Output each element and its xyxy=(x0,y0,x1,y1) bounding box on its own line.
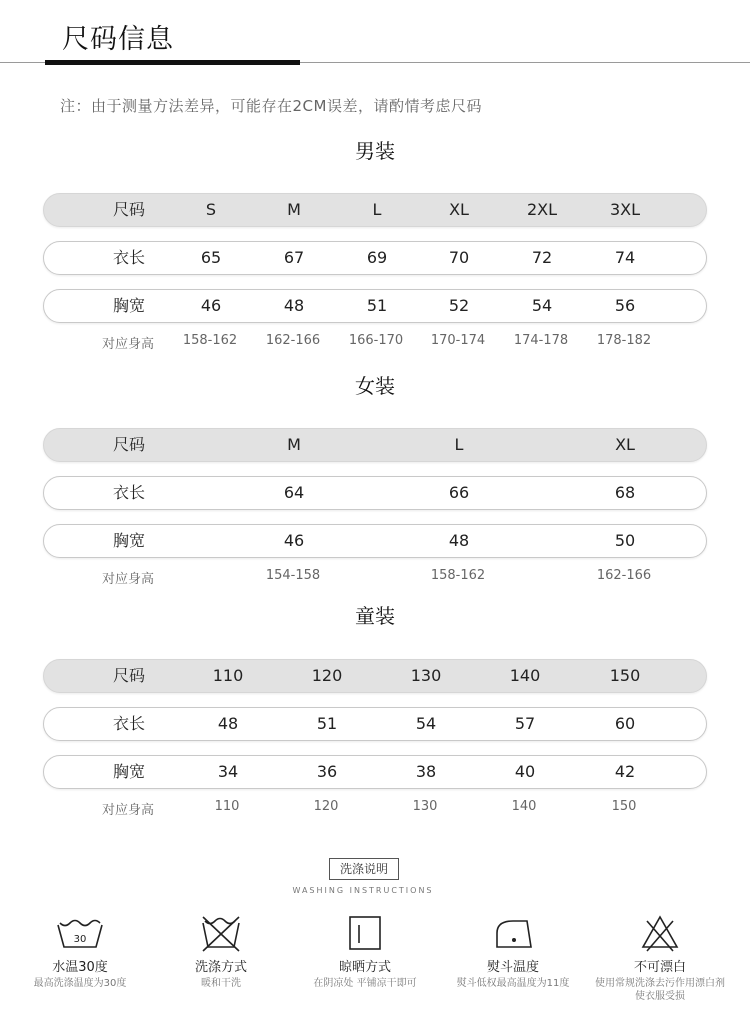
care-desc: 在阴凉处 平铺凉干即可 xyxy=(313,978,417,989)
care-title: 洗涤方式 xyxy=(194,960,247,975)
size-cell: 56 xyxy=(614,296,636,315)
size-cell: 66 xyxy=(448,483,470,502)
size-cell: 150 xyxy=(609,666,641,685)
row-label: 胸宽 xyxy=(112,762,145,781)
size-cell: 48 xyxy=(217,714,239,733)
wash-30-number: 30 xyxy=(73,934,87,945)
height-label: 对应身高 xyxy=(101,337,154,352)
size-cell: 72 xyxy=(531,248,553,267)
size-cell: 46 xyxy=(283,531,305,550)
no-bleach-icon xyxy=(630,913,690,953)
size-cell: 54 xyxy=(531,296,553,315)
size-header-row xyxy=(43,428,707,462)
height-cell: 140 xyxy=(511,799,537,814)
measurement-note: 注：由于测量方法差异，可能存在2CM误差，请酌情考虑尺码 xyxy=(60,97,482,115)
no-machine-wash-icon xyxy=(191,913,251,953)
size-cell: 74 xyxy=(614,248,636,267)
men-section-title: 男装 xyxy=(355,139,395,163)
size-cell: 38 xyxy=(415,762,437,781)
washing-sub-label: WASHING INSTRUCTIONS xyxy=(292,886,434,895)
care-title: 水温30度 xyxy=(52,960,108,975)
height-cell: 130 xyxy=(412,799,438,814)
size-row xyxy=(43,524,707,558)
height-label: 对应身高 xyxy=(101,572,154,587)
size-cell: 130 xyxy=(410,666,442,685)
wash-30-icon xyxy=(50,913,110,953)
size-cell: S xyxy=(205,200,217,219)
size-cell: 54 xyxy=(415,714,437,733)
size-cell: 51 xyxy=(366,296,388,315)
size-cell: M xyxy=(287,435,301,454)
size-cell: 46 xyxy=(200,296,222,315)
size-row xyxy=(43,476,707,510)
size-cell: 65 xyxy=(200,248,222,267)
size-cell: 50 xyxy=(614,531,636,550)
height-cell: 162-166 xyxy=(265,333,321,348)
size-cell: 42 xyxy=(614,762,636,781)
size-cell: 52 xyxy=(448,296,470,315)
care-desc: 最高洗涤温度为30度 xyxy=(33,978,127,989)
row-label: 尺码 xyxy=(112,666,145,685)
care-item xyxy=(156,913,286,990)
kids-section-title: 童装 xyxy=(355,604,395,628)
size-cell: 110 xyxy=(212,666,244,685)
height-cell: 158-162 xyxy=(430,568,486,583)
size-cell: M xyxy=(287,200,301,219)
size-cell: XL xyxy=(449,200,469,219)
size-cell: 2XL xyxy=(526,200,558,219)
size-cell: 3XL xyxy=(609,200,641,219)
washing-label: 洗涤说明 xyxy=(329,858,399,880)
size-cell: 40 xyxy=(514,762,536,781)
height-cell: 158-162 xyxy=(182,333,238,348)
height-cell: 162-166 xyxy=(596,568,652,583)
size-cell: 68 xyxy=(614,483,636,502)
size-cell: L xyxy=(372,200,382,219)
height-cell: 110 xyxy=(214,799,240,814)
size-header-row xyxy=(43,193,707,227)
care-title: 熨斗温度 xyxy=(486,960,539,975)
height-row xyxy=(43,333,705,351)
size-cell: 36 xyxy=(316,762,338,781)
height-cell: 154-158 xyxy=(265,568,321,583)
height-cell: 166-170 xyxy=(348,333,404,348)
height-cell: 150 xyxy=(611,799,637,814)
size-cell: XL xyxy=(615,435,635,454)
size-row xyxy=(43,241,707,275)
care-desc: 使用常规洗涤去污作用漂白剂使衣服受损 xyxy=(595,978,725,1002)
women-section-title: 女装 xyxy=(355,374,395,398)
row-label: 尺码 xyxy=(112,200,145,219)
row-label: 尺码 xyxy=(112,435,145,454)
title-accent-bar xyxy=(45,60,300,65)
size-cell: 140 xyxy=(509,666,541,685)
size-row xyxy=(43,755,707,789)
size-cell: 67 xyxy=(283,248,305,267)
row-label: 衣长 xyxy=(112,248,145,267)
size-cell: 70 xyxy=(448,248,470,267)
size-cell: 60 xyxy=(614,714,636,733)
height-row xyxy=(43,799,705,817)
size-cell: 48 xyxy=(283,296,305,315)
line-dry-icon xyxy=(335,913,395,953)
size-cell: L xyxy=(454,435,464,454)
height-row xyxy=(43,568,705,586)
care-item xyxy=(300,913,430,990)
care-title: 晾晒方式 xyxy=(338,960,391,975)
size-cell: 120 xyxy=(311,666,343,685)
height-cell: 120 xyxy=(313,799,339,814)
size-cell: 64 xyxy=(283,483,305,502)
size-cell: 57 xyxy=(514,714,536,733)
care-item xyxy=(15,913,145,990)
size-row xyxy=(43,707,707,741)
iron-icon xyxy=(483,913,543,953)
row-label: 衣长 xyxy=(112,483,145,502)
size-header-row xyxy=(43,659,707,693)
row-label: 胸宽 xyxy=(112,296,145,315)
height-cell: 170-174 xyxy=(430,333,486,348)
page-title: 尺码信息 xyxy=(62,24,174,55)
size-cell: 34 xyxy=(217,762,239,781)
height-cell: 178-182 xyxy=(596,333,652,348)
care-desc: 熨斗低权最高温度为11度 xyxy=(456,978,570,989)
care-item xyxy=(595,913,725,1003)
care-title: 不可漂白 xyxy=(633,960,686,975)
height-label: 对应身高 xyxy=(101,803,154,818)
row-label: 衣长 xyxy=(112,714,145,733)
size-cell: 69 xyxy=(366,248,388,267)
size-cell: 51 xyxy=(316,714,338,733)
row-label: 胸宽 xyxy=(112,531,145,550)
height-cell: 174-178 xyxy=(513,333,569,348)
care-item xyxy=(448,913,578,990)
size-row xyxy=(43,289,707,323)
care-desc: 暖和干洗 xyxy=(201,978,241,989)
size-cell: 48 xyxy=(448,531,470,550)
